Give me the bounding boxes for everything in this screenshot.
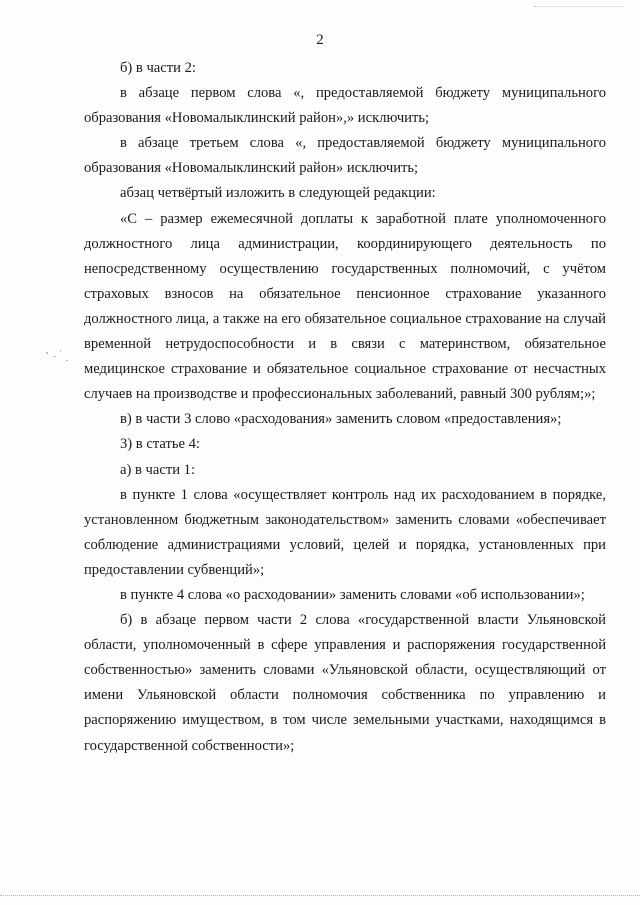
scan-speck — [60, 350, 61, 352]
paragraph-5: «С – размер ежемесячной доплаты к заработной плате уполномоченного должностного лица администрации, координирующего деятельность по непосредственному осуществлению государственных полномочий, с учётом страховых взносов на обязательное пенсионное страхование указанного должностного лица, а также на его обязательное социальное страхование на случай временной нетрудоспособности и в связи с материнством, обязательное медицинское страхование и обязательное социальное страхование от несчастных случаев на производстве и профессиональных заболеваний, равный 300 рублям;»; — [84, 210, 606, 403]
paragraph-9: в пункте 1 слова «осуществляет контроль над их расходованием в порядке, установленном бюджетным законодательством» заменить словами «обеспечивает соблюдение администрациями условий, целей и порядка, установленных при предоставлении субвенций»; — [84, 486, 606, 578]
scan-speck — [46, 352, 48, 354]
paragraph-8: а) в части 1: — [120, 461, 196, 478]
scan-speck — [66, 360, 68, 361]
paragraph-11: б) в абзаце первом части 2 слова «государственной власти Ульяновской области, уполномоченный в сфере управления и распоряжения государственной собственностью» заменить словами «Ульяновской области, осуществляющий от имени Ульяновской области полномочия собственника по управлению и распоряжению имуществом, в том числе земельными участками, находящимся в государственной собственности»; — [84, 612, 606, 754]
paragraph-4: абзац четвёртый изложить в следующей редакции: — [120, 185, 436, 202]
paragraph-7: 3) в статье 4: — [120, 436, 200, 453]
paragraph-6: в) в части 3 слово «расходования» заменить словом «предоставления»; — [120, 411, 562, 428]
document-body — [84, 56, 606, 759]
paragraph-3: в абзаце третьем слова «, предоставляемой бюджету муниципального образования «Новомалыклинский район» исключить; — [84, 135, 606, 177]
scan-edge-top — [534, 6, 624, 9]
paragraph-2: в абзаце первом слова «, предоставляемой бюджету муниципального образования «Новомалыклинский район»,» исключить; — [84, 85, 606, 127]
scan-speck — [54, 356, 56, 357]
page-number: 2 — [316, 32, 324, 48]
scan-edge-bottom — [0, 895, 640, 899]
paragraph-1: б) в части 2: — [120, 60, 196, 76]
paragraph-10: в пункте 4 слова «о расходовании» заменить словами «об использовании»; — [120, 586, 585, 603]
